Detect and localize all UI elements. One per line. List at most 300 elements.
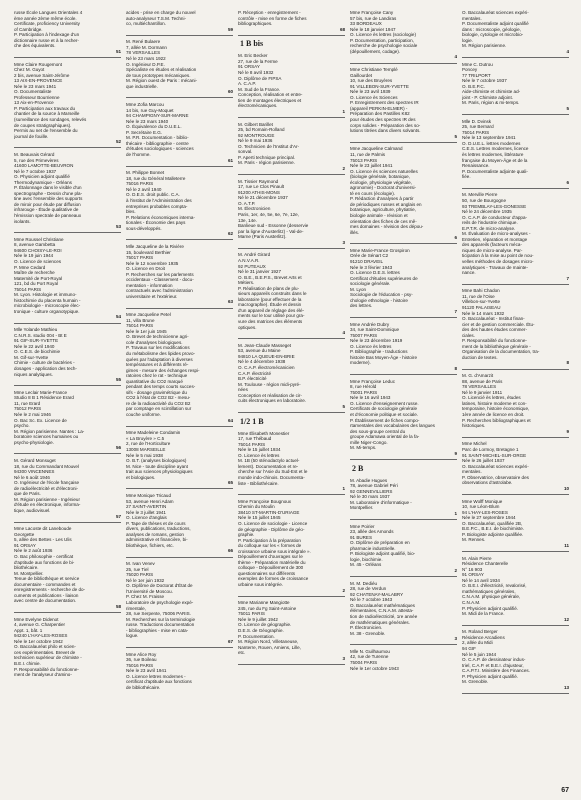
entry-number: 3 [342, 239, 345, 245]
entry-line: Née le 15 juillet 1934 [238, 447, 281, 453]
entry-line: spectrographe - Dessin d'une pla- [14, 190, 83, 196]
entry-line: 75013 PARIS [350, 157, 378, 163]
entry-line: Née le 27 septembre 1944 [462, 515, 516, 521]
entry-line: O. Licence de géographie. [238, 622, 292, 628]
directory-entry [462, 629, 569, 694]
entry-line: illés. [350, 229, 360, 235]
entry-line: 13 Aix-en-Provence [14, 100, 54, 106]
entry-line: M. Toulouse - région midi-pyré- [238, 381, 301, 387]
directory-entry [238, 499, 345, 597]
entry-line: colloque - Dépouillement de 300 [238, 565, 304, 571]
entry-line: Nanterre, Rouen, Amiens, Lille, [238, 644, 301, 650]
entry-line: bles. [126, 209, 136, 215]
entry-line: 57 bis, rue de Landiras [350, 15, 397, 21]
entry-line: O. Licence de sociologie - Licence [238, 520, 308, 526]
directory-entry [350, 379, 457, 460]
entry-line: O. Baccalauréat - Institut finan- [462, 316, 525, 322]
entry-line: Thermodynamique - Orléans [14, 179, 72, 185]
entry-line: Mme Jacqueline Petel [126, 312, 171, 318]
entry-line: 18, rue du Commandant Mouvel [14, 463, 79, 469]
entry-line: Sociologie de l'éducation - psy- [350, 292, 413, 298]
entry-line: Né le 31 janvier 1927 [238, 269, 281, 275]
entry-line: 75020 PARIS [126, 572, 154, 578]
entry-line: et biologiques. [126, 474, 156, 480]
entry-line: Née le 2 mai 1946 [14, 412, 51, 418]
entry-line: O. Équivalence du D.U.E.L. [126, 124, 182, 130]
entry-line: O. Diplôme de préparation en [350, 540, 410, 546]
entry-line: 28, rue Serpente, 75006 PARIS. [126, 611, 191, 617]
column-5 [462, 10, 569, 790]
entry-number: 13 [563, 684, 569, 690]
entry-line: O. Baccalauréat sciences expéri- [462, 463, 529, 469]
entry-line: Résidence Chanterelle [462, 561, 509, 567]
entry-line: P. Responsabilité du fonctionne- [462, 338, 527, 344]
entry-line: 91120 PALAISEAU [462, 305, 501, 310]
entry-line: Chez M. Guyot [14, 67, 45, 73]
entry-line: O. C.A.P. de dessinateur indus- [462, 657, 526, 663]
entry-line: 75016 PARIS [126, 181, 154, 187]
entry-line: A.N.V.A.R. [238, 257, 260, 263]
entry-line: O. B.E., B.E.P.S., Brevet Arts et [238, 274, 302, 280]
entry-line: liste - Bibliothécaire. [238, 480, 279, 486]
entry-line: Mme Élisabeth Monestier [238, 430, 290, 436]
entry-line: administrative et financière, bi- [126, 537, 188, 543]
entry-line: O. Licence en Droit [126, 266, 165, 272]
entry-line: mille Niger-Congo. [350, 439, 388, 445]
directory-entry [14, 152, 121, 233]
entry-line: bliothèque, fichiers, etc. [126, 542, 174, 548]
entry-number: 1 [454, 510, 457, 516]
entry-line: de radioélectricité et d'électroni- [14, 485, 79, 491]
columns [14, 10, 569, 790]
entry-line: orientation des fiches de ces mê- [350, 218, 417, 224]
entry-line: 88, avenue de Paris [462, 378, 503, 384]
entry-line: urbaine sous intégrée. [238, 581, 283, 587]
entry-line: 38410 ST-MARTIN-D'URIAGE [238, 509, 300, 515]
entry-line: entreprises probables compta- [126, 203, 188, 209]
entry-line: ciales. [462, 332, 475, 338]
entry-line: des appareils (facteurs méca- [462, 242, 522, 248]
directory-entry [462, 192, 569, 284]
entry-line: P. Chez M. Fraisse [126, 594, 165, 600]
directory-entry [126, 312, 233, 427]
entry-number: 60 [227, 89, 233, 95]
entry-line: 94300 VINCENNES [14, 469, 55, 475]
entry-line: Conception, réalisation et entre- [238, 92, 303, 98]
entry-line: Née le 23 avril 1941 [126, 668, 167, 674]
entry-line: par la ligne d'Austerlitz) - Val-de- [238, 228, 304, 234]
entry-line: 91 ORSAY [14, 542, 36, 548]
entry-line: de l'homme. [126, 151, 151, 157]
directory-entry [238, 10, 345, 36]
entry-line: 11, rue de l'Oise [462, 293, 495, 299]
entry-line: B.P. électricité [238, 376, 267, 382]
directory-entry [14, 237, 121, 324]
entry-number: 2 [454, 567, 457, 573]
entry-line: chologie ethnologie - histoire [350, 297, 408, 303]
entry-line: 1ère année de licence en droit. [462, 412, 525, 418]
entry-number: 4 [342, 330, 345, 336]
entry-line: 23, allée des Amonds [350, 529, 394, 535]
entry-number: 5 [566, 105, 569, 111]
entry-line: Mlle D. Dvinsk [462, 118, 492, 124]
entry-line: universitaire et l'extérieur. [126, 293, 178, 299]
entry-line: 75004 PARIS [350, 660, 378, 666]
entry-line: Née le 2 août 1936 [14, 548, 53, 554]
entry-line: Née le 7 octobre 1937 [462, 78, 507, 84]
entry-line: niques de micro-analyse. Par- [462, 247, 523, 253]
entry-line: M. Région parisienne. Nantes : La- [14, 428, 85, 434]
entry-line: monde indo-chinois. Documenta- [238, 474, 305, 480]
entry-line: Né le 9 mai 1936 [238, 138, 273, 144]
entry-line: P. Documentaliste adjointe quali- [462, 168, 528, 174]
entry-line: 17, rue Thébaud [238, 436, 272, 442]
entry-line: (biologie générale, botanique, [350, 174, 410, 180]
entry-line: 7, allée M. Dormann [126, 44, 167, 50]
entry-line: Né le 30 mars 1937 [350, 494, 390, 500]
entry-line: 93 TREMBLAY-LES-GONESSE [462, 203, 527, 209]
entry-line: Maître de recherche [14, 270, 55, 276]
entry-line: 91 VILLEBON-SUR-YVETTE [350, 83, 409, 89]
entry-line: sonval. [238, 149, 253, 155]
directory-entry [14, 617, 121, 681]
entry-line: Née le 3 juillet 1941 [126, 509, 166, 515]
entry-line: 94810 LA QUEUE-EN-BRIE [238, 353, 295, 359]
directory-entry [350, 10, 457, 64]
directory-entry [462, 62, 569, 116]
entry-line: 77 TRILPORT [462, 72, 491, 78]
entry-line: of Cambridge. [14, 26, 43, 32]
entry-line: O. Ingénieur D.P.E. [126, 61, 165, 67]
entry-line: M. G. d'Amarzit [462, 373, 494, 379]
entry-line: thécaire - bibliographie - centre [126, 140, 189, 146]
directory-entry [462, 441, 569, 495]
entry-line: 53, avenue du Maine [238, 348, 281, 354]
entry-line: nées [238, 387, 248, 393]
entry-line: Né le 4 décembre 1938 [238, 359, 286, 365]
entry-line: P. Tape de thèses et de cours [126, 520, 186, 526]
entry-number: 57 [115, 513, 121, 519]
directory-entry [238, 343, 345, 413]
entry-line: 14 bis, rue Guy-Moquet [126, 107, 174, 113]
entry-line: corps solides - Préparation des so- [350, 122, 421, 128]
entry-line: tine avec l'ensemble des supports [14, 196, 83, 202]
entry-number: 1 [342, 108, 345, 114]
entry-line: documentaire - commandes et [14, 581, 76, 587]
entry-line: dans : microscopie, géologie, [462, 26, 521, 32]
entry-line: 75014 PARIS [126, 323, 154, 329]
entry-line: Né le 1er juin 1932 [126, 577, 165, 583]
directory-entry [350, 146, 457, 244]
entry-line: E.P.T.R. de micro-analyse. [462, 225, 516, 231]
entry-line: P. Observatrice, observatoire des [462, 474, 529, 480]
entry-line: bibliographiques. [238, 21, 273, 27]
entry-line: bliothécaire. [14, 565, 39, 571]
entry-line: occidentaux - Classement - docu- [126, 277, 194, 283]
entry-line: tien de montages électriques et [238, 97, 302, 103]
entry-line: élémentaires, C.N.A.M. attesta- [350, 608, 414, 614]
entry-line: et d'économie politique et sociale. [350, 412, 419, 418]
entry-line: Résidence Arcadiens [462, 634, 505, 640]
entry-line: de bibliothécaire. [126, 684, 161, 690]
directory-entry [462, 10, 569, 58]
section-heading: 1/2 1 B [240, 416, 264, 426]
directory-entry [238, 122, 345, 176]
entry-line: 8, rue Hérold [350, 384, 377, 390]
entry-line: (dépouillement, codage). [350, 48, 401, 54]
entry-line: acides - prise en charge du nouvel [126, 10, 196, 15]
entry-line: Née le 23 mars 1940 [126, 118, 169, 124]
entry-line: Chimie - culture de bactéries - [14, 360, 75, 366]
entry-line: tique, audiovisuel. [14, 507, 51, 513]
entry-line: O. B.E.I. d'électricité, revalorisé, [462, 583, 527, 589]
entry-line: M. Gif-sur-Yvette [14, 354, 49, 360]
entry-line: 92 PUTEAUX [238, 263, 266, 269]
entry-line: microbiologie - microscopie élec- [14, 303, 81, 309]
entry-line: Certificat d'études supérieures de [350, 275, 418, 281]
entry-line: M. Jean-Claude Masseget [238, 342, 292, 348]
entry-line: 34, rue Saint-Dominique [350, 327, 400, 333]
entry-line: triel, C.A.P. et B.E.I. d'ajusteur, [462, 662, 524, 668]
entry-number: 5 [342, 403, 345, 409]
entry-line: 75014 PARIS [238, 441, 266, 447]
entry-line: Banlieue sud - Essonne (desservie [238, 223, 309, 229]
entry-number: 66 [227, 548, 233, 554]
entry-line: Né le 7 octobre 1943 [350, 597, 393, 603]
entry-line: Laboratoire de psychologie expé- [126, 600, 194, 605]
entry-line: Appt. 1, bât. 1 [14, 627, 43, 633]
entry-line: histoire Bas Moyen-Âge - histoire [350, 354, 417, 360]
entry-line: O. Baccalauréat mathématiques [350, 602, 415, 608]
entry-line: 245, rue du Fg Saint-Antoine [238, 605, 297, 611]
entry-line: Née le 19 juin 1944 [14, 253, 54, 259]
entry-line: Paris, 1er, 4e, 5e, 6e, 7e, 12e, [238, 211, 299, 217]
entry-line: O. C.A.P. électromécanicien [238, 365, 295, 371]
column-3 [238, 10, 345, 790]
entry-line: Tenue de bibliothèque et service [14, 576, 80, 582]
entry-line: M. Région ouest de Paris : mécani- [126, 78, 198, 84]
directory-entry [126, 170, 233, 240]
entry-line: Studio 8 B 1 Résidence Erard [14, 395, 74, 401]
entry-line: laboratoire (pour effectuer de la [238, 296, 302, 302]
entry-line: N° 16 903 [462, 566, 483, 572]
entry-line: à l'institut de l'Administration des [126, 197, 192, 203]
entry-number: 8 [454, 366, 457, 372]
entry-line: P. Recherches sur les parlements [126, 271, 194, 277]
entry-line: O. Licence ès lettres [238, 452, 280, 458]
entry-line: l'Université de Moscou. [126, 588, 173, 594]
entry-line: M. Recherches sur la terminologie [126, 616, 195, 622]
entry-line: O. Licence ès lettres [350, 343, 392, 349]
directory-entry [14, 62, 121, 149]
entry-line: M. Midi de la France. [462, 611, 505, 617]
entry-line: technicien supérieur de chimiste - [14, 655, 82, 661]
entry-number: 67 [227, 638, 233, 644]
entry-line: graphie. [238, 532, 255, 538]
entry-line: Mme Françoise Cany [350, 10, 394, 15]
entry-line: re de la radioactivité du CO2 B2 [126, 400, 191, 406]
directory-entry [14, 458, 121, 523]
entry-line: mentales. [462, 469, 482, 475]
entry-line: O. Documentaliste [14, 89, 52, 95]
entry-line: lement). Documentation et re- [238, 463, 299, 469]
entry-number: 11 [564, 542, 569, 548]
entry-line: ment de l'analyseur d'amino- [14, 672, 72, 678]
entry-line: Poncey [462, 67, 478, 73]
entry-line: 91200 ATHIS-MONS [238, 189, 280, 195]
entry-number: 12 [563, 616, 569, 622]
entry-line: O. Licence ès sciences naturelles [350, 168, 418, 174]
entry-line: sifs - dosage gravimétrique du [126, 389, 187, 395]
entry-line: 75014 PARIS [14, 286, 42, 292]
entry-line: couche uniforme. [126, 412, 161, 418]
entry-line: 78, avenue Gabriel Péri [350, 483, 398, 489]
entry-line: analytiques - Travaux de mainte- [462, 264, 528, 270]
entry-line: P. Aperti technique principal. [238, 154, 296, 160]
entry-line: Professeur Bourrienne [14, 94, 60, 100]
entry-number: 61 [227, 157, 233, 163]
entry-line: Née le 23 mars 1941 [14, 83, 57, 89]
entry-line: O. Bac philosophie - certificat [14, 553, 74, 559]
entry-line: 92 MONTROUGE [238, 132, 275, 138]
entry-line: pour études des spectres IR des [350, 117, 416, 123]
entry-line: Née le 23 juillet 1941 [350, 163, 393, 169]
entry-line: 36, rue Boileau [126, 657, 157, 663]
entry-line: O. C.A.P. de conducteur d'appa- [462, 214, 527, 220]
entry-line: Dépouillement d'ouvrages sur le [238, 554, 303, 560]
entry-line: psycho-physiologie. [14, 439, 54, 445]
entry-number: 3 [454, 636, 457, 642]
entry-line: 94600 CHOISY-LE-ROI [14, 247, 62, 253]
entry-line: 78 VERSAILLES [462, 384, 497, 390]
entry-line: O. Licence d'anglais [126, 515, 167, 521]
entry-line: C.E.S. Lettres modernes, licence [462, 146, 529, 152]
column-2 [126, 10, 233, 790]
entry-line: infrarouge - Étude qualitative de [14, 207, 79, 213]
entry-line: 15, boulevard Berthier [126, 249, 171, 255]
entry-line: ments sur le tour utilisé pour gra- [238, 313, 305, 319]
entry-line: M. Région parisienne - Ingénieur [14, 496, 80, 502]
entry-line: 50, rue de Bourgogne [462, 197, 506, 203]
entry-line: 53, avenue Henri Adam [126, 498, 174, 504]
entry-line: Organisation de la documentation, tra- [462, 349, 540, 355]
entry-line: P. Documentation, participation, [350, 37, 414, 43]
entry-line: de tous prototypes mécaniques. [126, 72, 191, 78]
entry-number: 56 [115, 445, 121, 451]
entry-line: Née le 26 juillet 1937 [462, 458, 505, 464]
entry-line: 33 BORDEAUX [350, 21, 382, 27]
directory-entry [350, 581, 457, 646]
entry-line: M. Beauvais Gérard [14, 151, 55, 157]
entry-line: O. Bac Sc. Ex. Licence de [14, 417, 67, 423]
entry-line: O. C.E.S. de biochimie [14, 349, 60, 355]
entry-line: M. Eric Becker [238, 53, 268, 59]
entry-line: Né le 6 août 1946 [14, 474, 50, 480]
entry-line: M. André Girard [238, 252, 271, 258]
directory-entry [14, 10, 121, 58]
entry-line: de coupes stratigraphiques). [14, 122, 72, 128]
entry-line: sieurs appareils construits dans le [238, 291, 307, 297]
entry-line: Mlle Jacqueline de la Rivière [126, 243, 184, 249]
entry-line: gimes - mesure des échanges respi- [126, 367, 200, 373]
entry-line: que de Paris. [14, 491, 41, 497]
directory-entry [238, 53, 345, 118]
entry-line: historiques. [462, 423, 486, 429]
directory-entry [462, 288, 569, 369]
entry-line: CO2 à l'état de CO2 B2 - mesu- [126, 395, 191, 401]
entry-line: 91 GIF-SUR-YVETTE [14, 338, 59, 344]
entry-line: ème année 2ème même école. [14, 15, 77, 21]
entry-line: joint - P. Chimiste adjoint. [462, 94, 513, 100]
entry-line: té en cours (écologie). [350, 190, 395, 196]
entry-line: 92 GENNEVILLIERS [350, 488, 393, 494]
entry-line: cier et de gestion commerciale. Étu- [462, 321, 535, 327]
entry-line: auto-analyseur T.S.M. Techni- [126, 15, 186, 21]
entry-line: journal de fouille. [14, 133, 49, 139]
directory-entry [238, 179, 345, 249]
entry-line: O. D.E.S. droit public. C.A. [126, 192, 180, 198]
entry-line: des des hautes études commer- [462, 327, 527, 333]
entry-line: M. Évaluation de micro-analyses - [462, 231, 531, 237]
entry-line: l'émission spectrale de panneaux [14, 212, 82, 218]
entry-line: 94240 L'HAY-LES-ROSES [14, 633, 68, 639]
entry-line: 25, bd Romain-Rolland [238, 127, 285, 133]
entry-line: française du Moyen-Âge et de la [462, 157, 528, 163]
entry-line: O. Licencié ès lettres, études [462, 395, 521, 401]
entry-line: 91 ORSAY [462, 572, 484, 578]
entry-line: Mme Leclair Marie-France [14, 389, 68, 395]
entry-number: 59 [227, 26, 233, 32]
entry-line: trait aux sciences physiologiques [126, 469, 193, 475]
entry-line: mentales. [462, 15, 482, 21]
entry-line: P. Réception - enregistrement - [238, 10, 301, 15]
directory-entry [350, 478, 457, 520]
entry-line: co, multiéchantillon. [126, 21, 166, 27]
entry-line: Préparation des Pastilles K82 [350, 111, 410, 117]
entry-number: 4 [454, 54, 457, 60]
entry-line: M. René Bulaere [126, 39, 161, 45]
entry-line: reils de l'industrie chimique. [462, 220, 518, 226]
directory-entry [126, 561, 233, 648]
entry-line: électromécaniques. [238, 103, 278, 109]
entry-line: velles méthodes de dosages micro- [462, 258, 534, 264]
entry-line: 75014 PARIS [462, 129, 490, 135]
entry-line: nance. [462, 270, 476, 276]
entry-line: (surveillance des sondages, relevés [14, 117, 87, 123]
entry-line: Mme Wolff Monique [462, 498, 503, 504]
entry-line: d'aptitude aux fonctions de bi- [14, 559, 75, 565]
directory-entry [350, 248, 457, 318]
directory-entry [14, 327, 121, 386]
entry-line: Entretien, réparation et montage [462, 236, 528, 242]
entry-line: macrographie). Étude et dessin [238, 302, 302, 308]
entry-line: Née le 1er octobre 1943 [350, 665, 399, 671]
entry-line: analyses de romans, gestion [126, 531, 184, 537]
entry-line: O. A.T.P. [238, 200, 256, 206]
entry-line: 75001 PARIS [350, 389, 378, 395]
entry-line: Né le 7 octobre 1937 [14, 168, 57, 174]
entry-line: Mme Michel [462, 441, 487, 447]
entry-line: O. Licence d'enseignement russe. [350, 400, 419, 406]
entry-line: 11, villa Brune [126, 317, 155, 323]
entry-line: 13 AIX-EN-PROVENCE [14, 78, 63, 84]
entry-line: contrôle - mise en forme de fiches [238, 15, 307, 21]
entry-line: quantitative du CO2 marqué [126, 378, 183, 384]
section-heading: 2 B [352, 463, 364, 473]
entry-number: 3 [342, 655, 345, 661]
entry-line: O. Licence lettres modernes - [126, 673, 186, 679]
entry-line: C.N.A.M. physique générale, [462, 594, 521, 600]
